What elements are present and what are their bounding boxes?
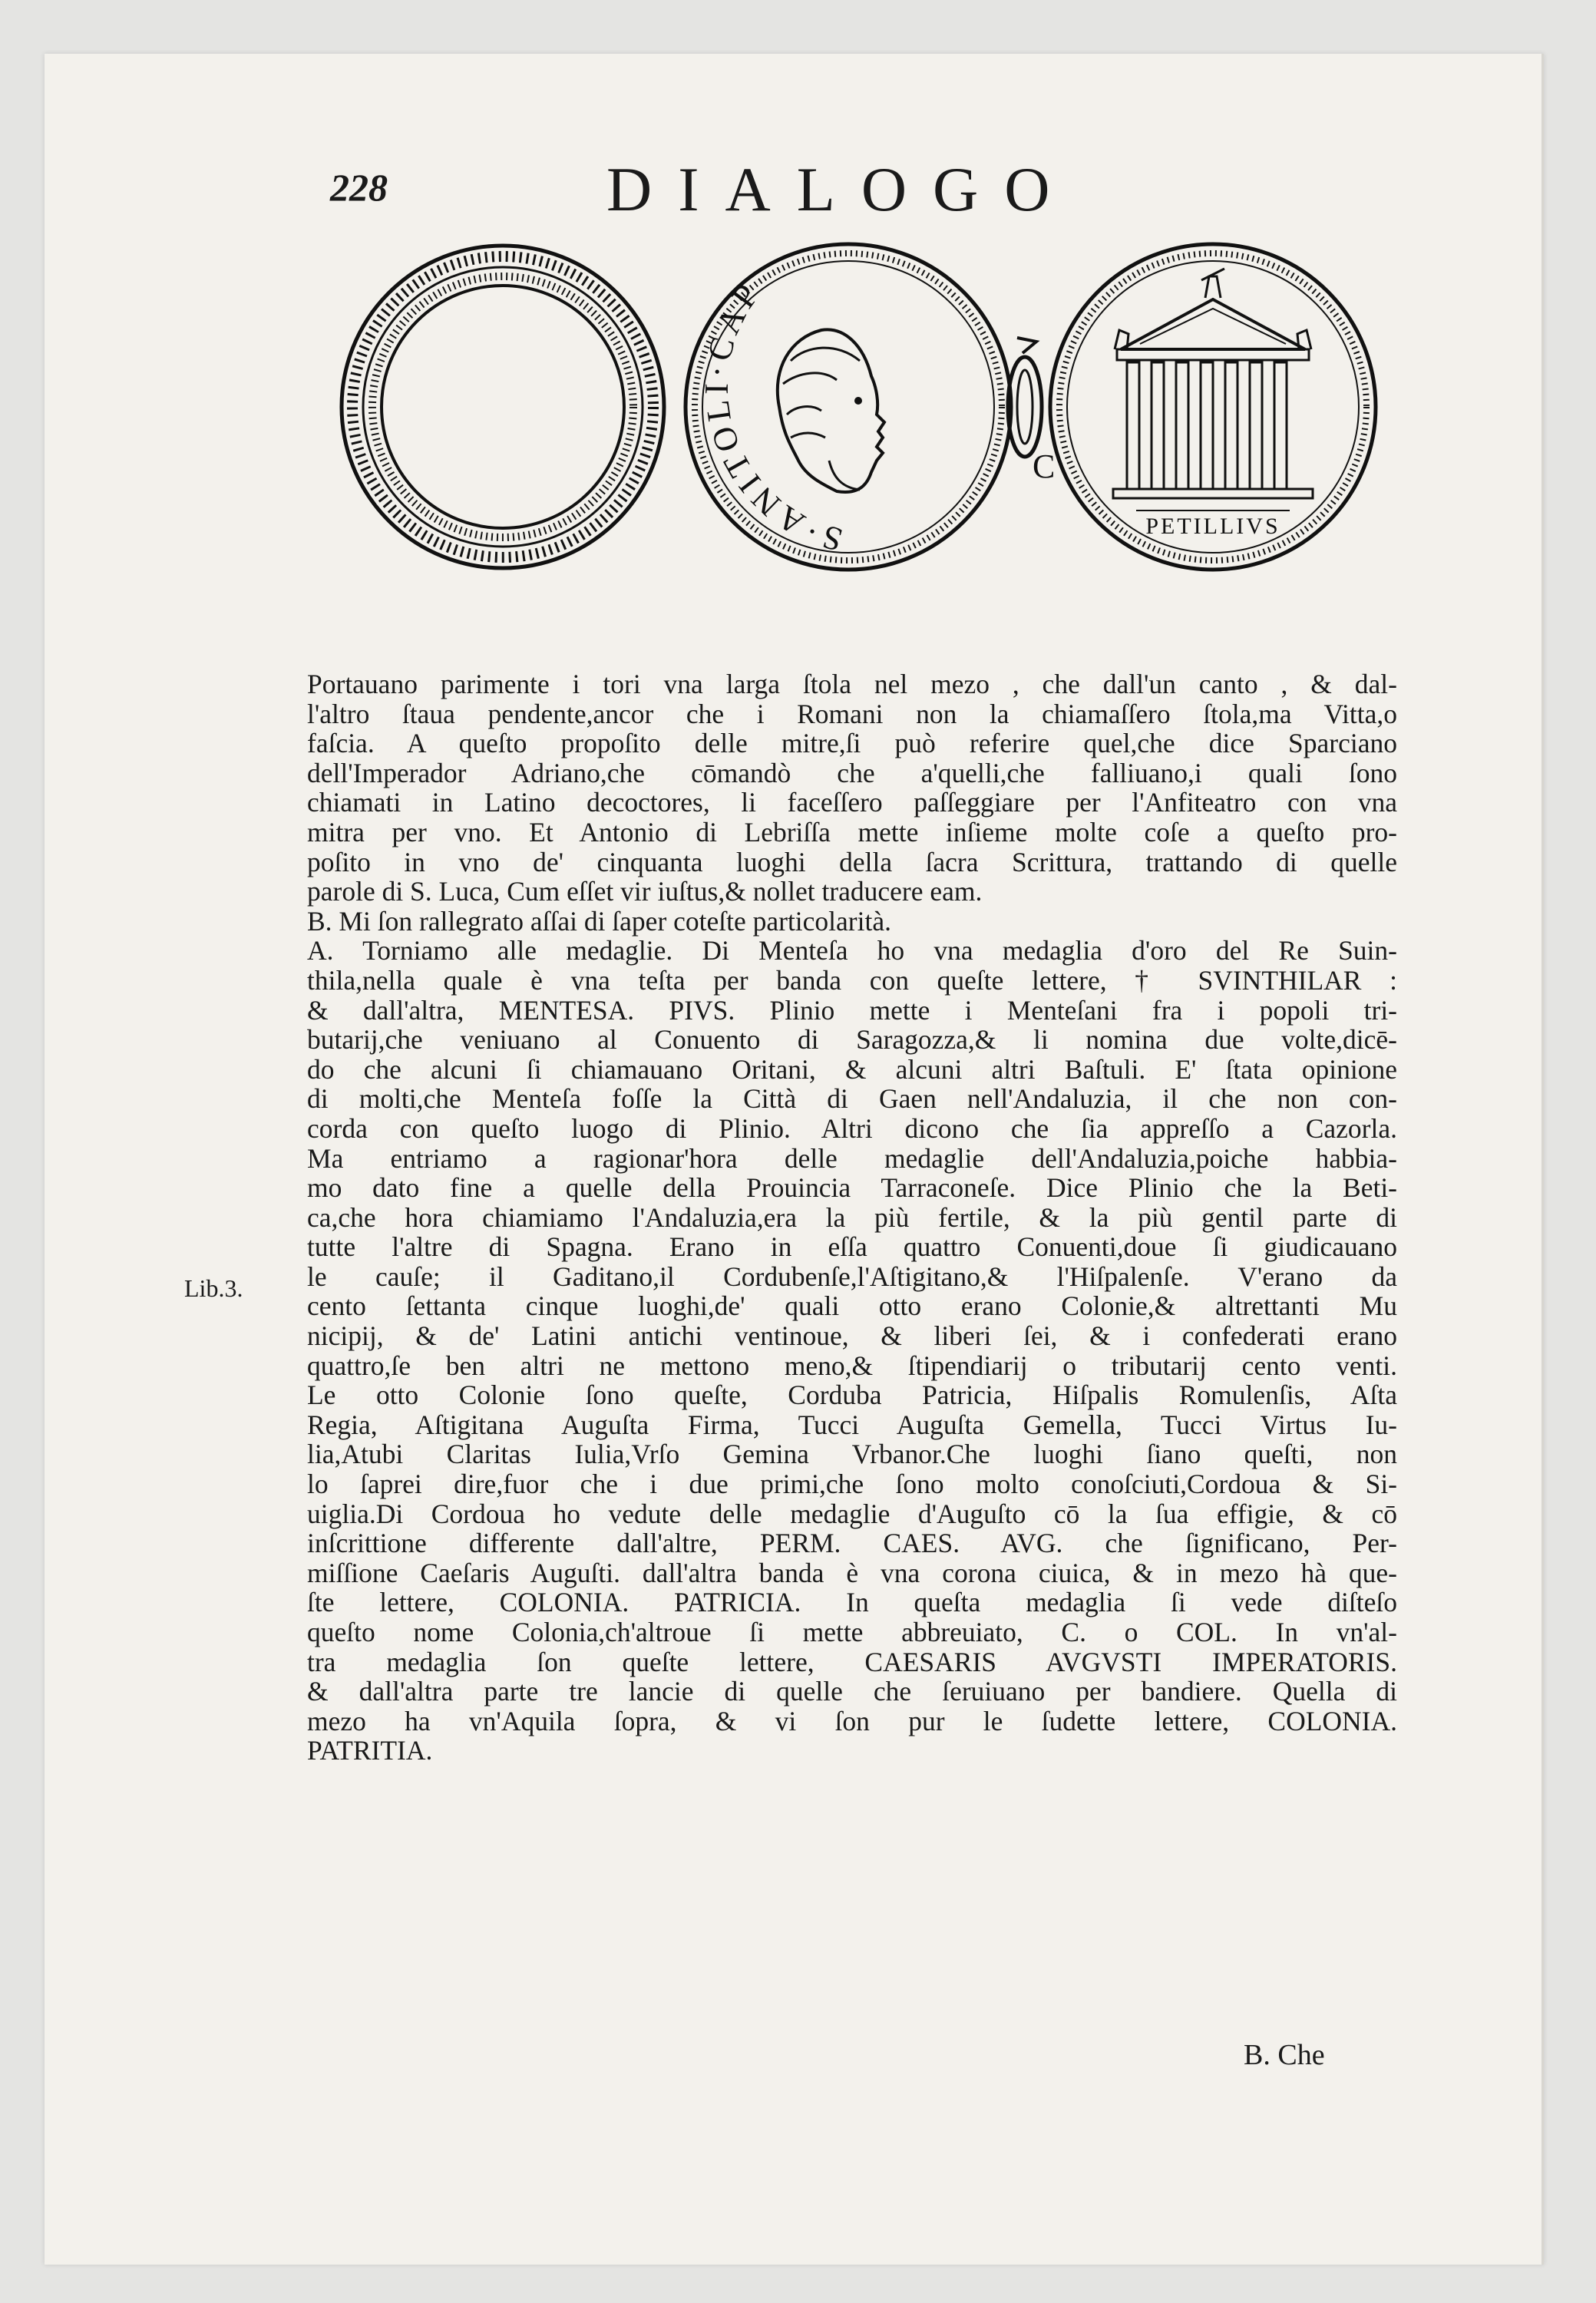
running-head: DIALOGO <box>606 154 1076 224</box>
text-line: cento ſettanta cinque luoghi,de' quali otto erano Colonie,& altrettanti Mu <box>307 1290 1397 1322</box>
text-line: poſito in vno de' cinquanta luoghi della ſacra Scrittura, trattando di quelle <box>307 846 1397 877</box>
text-line: uiglia.Di Cordoua ho vedute delle medaglie d'Auguſto cō la ſua effigie, & cō <box>307 1498 1397 1529</box>
marginal-note: Lib.3. <box>184 1274 243 1302</box>
text-line: mezo ha vn'Aquila ſopra, & vi ſon pur le ſudette lettere, COLONIA. <box>307 1705 1397 1736</box>
text-line: miſſione Caeſaris Auguſti. dall'altra banda è vna corona ciuica, & in mezo hà que- <box>307 1557 1397 1588</box>
text-line: lo ſaprei dire,fuor che i due primi,che ſono molto conoſciuti,Cordoua & Si- <box>307 1469 1397 1500</box>
text-line: Le otto Colonie ſono queſte, Corduba Patricia, Hiſpalis Romulenſis, Aſta <box>307 1379 1397 1411</box>
text-line: thila,nella quale è vna teſta per banda con queſte lettere, † SVINTHILAR : <box>307 964 1397 996</box>
catchword: B. Che <box>1244 2039 1325 2071</box>
text-line: Ma entriamo a ragionar'hora delle medaglie dell'Andaluzia,poiche habbia- <box>307 1142 1397 1174</box>
blank-medal <box>342 246 664 568</box>
text-line: tra medaglia ſon queſte lettere, CAESARIS AVGVSTI IMPERATORIS. <box>307 1646 1397 1677</box>
monogram-letter: C <box>1033 448 1060 485</box>
medal-illustrations <box>338 230 1397 583</box>
text-line: l'altro ſtaua pendente,ancor che i Romani non la chiamaſſero ſtola,ma Vitta,o <box>307 698 1397 729</box>
text-line: do che alcuni ſi chiamauano Oritani, & alcuni altri Baſtuli. E' ſtata opinione <box>307 1053 1397 1085</box>
text-line: B. Mi ſon rallegrato aſſai di ſaper coteſte particolarità. <box>307 905 891 937</box>
page-number: 228 <box>330 166 388 209</box>
text-line: nicipij, & de' Latini antichi ventinoue, & liberi ſei, & i confederati erano <box>307 1320 1397 1352</box>
text-line: lia,Atubi Claritas Iulia,Vrſo Gemina Vrbanor.Che luoghi ſiano queſti, non <box>307 1439 1397 1470</box>
portrait-medal-legend: S·ANITOLI·CAP <box>697 273 847 560</box>
text-line: Portauano parimente i tori vna larga ſtola nel mezo , che dall'un canto , & dal- <box>307 669 1397 699</box>
text-line: le cauſe; il Gaditano,il Cordubenſe,l'Aſtigitano,& l'Hiſpalenſe. V'erano da <box>307 1261 1397 1292</box>
text-line: PATRITIA. <box>307 1735 433 1766</box>
text-line: & dall'altra parte tre lancie di quelle che ſeruiuano per bandiere. Quella di <box>307 1676 1397 1707</box>
body-text <box>307 669 1397 1766</box>
text-line: ſte lettere, COLONIA. PATRICIA. In queſta medaglia ſi vede diſteſo <box>307 1587 1397 1618</box>
text-line: chiamati in Latino decoctores, li faceſſero paſſeggiare per l'Anfiteatro con vna <box>307 787 1397 818</box>
text-line: queſto nome Colonia,ch'altroue ſi mette abbreuiato, C. o COL. In vn'al- <box>307 1617 1397 1647</box>
text-line: A. Torniamo alle medaglie. Di Menteſa ho vna medaglia d'oro del Re Suin- <box>307 935 1397 966</box>
text-line: tutte l'altre di Spagna. Erano in eſſa quattro Conuenti,doue ſi giudicauano <box>307 1231 1397 1263</box>
text-line: Regia, Aſtigitana Auguſta Firma, Tucci Auguſta Gemella, Tucci Virtus Iu- <box>307 1409 1397 1440</box>
text-line: & dall'altra, MENTESA. PIVS. Plinio mette i Menteſani fra i popoli tri- <box>307 994 1397 1026</box>
temple-medal-label: PETILLIVS <box>1145 514 1280 539</box>
temple-medal <box>1050 244 1376 570</box>
text-line: dell'Imperador Adriano,che cōmandò che a'quelli,che falliuano,i quali ſono <box>307 757 1397 788</box>
text-line: corda con queſto luogo di Plinio. Altri dicono che ſia appreſſo a Cazorla. <box>307 1112 1397 1144</box>
text-line: faſcia. A queſto propoſito delle mitre,ſi può referire quel,che dice Sparciano <box>307 728 1397 759</box>
text-line: inſcrittione differente dall'altre, PERM. CAES. AVG. che ſignificano, Per- <box>307 1528 1397 1559</box>
text-line: quattro,ſe ben altri ne mettono meno,& ſtipendiarij o tributarij cento venti. <box>307 1350 1397 1381</box>
portrait-medal <box>686 244 1011 570</box>
text-line: mo dato fine a quelle della Prouincia Tarraconeſe. Dice Plinio che la Beti- <box>307 1172 1397 1204</box>
text-line: parole di S. Luca, Cum eſſet vir iuſtus,& nollet traducere eam. <box>307 876 983 907</box>
text-line: ca,che hora chiamiamo l'Andaluzia,era la più fertile, & la più gentil parte di <box>307 1201 1397 1233</box>
text-line: butarij,che veniuano al Conuento di Saragozza,& li nomina due volte,dicē- <box>307 1024 1397 1056</box>
text-line: mitra per vno. Et Antonio di Lebriſſa mette inſieme molte coſe a queſto pro- <box>307 816 1397 848</box>
text-line: di molti,che Menteſa foſſe la Città di Gaen nell'Andaluzia, il che non con- <box>307 1083 1397 1115</box>
